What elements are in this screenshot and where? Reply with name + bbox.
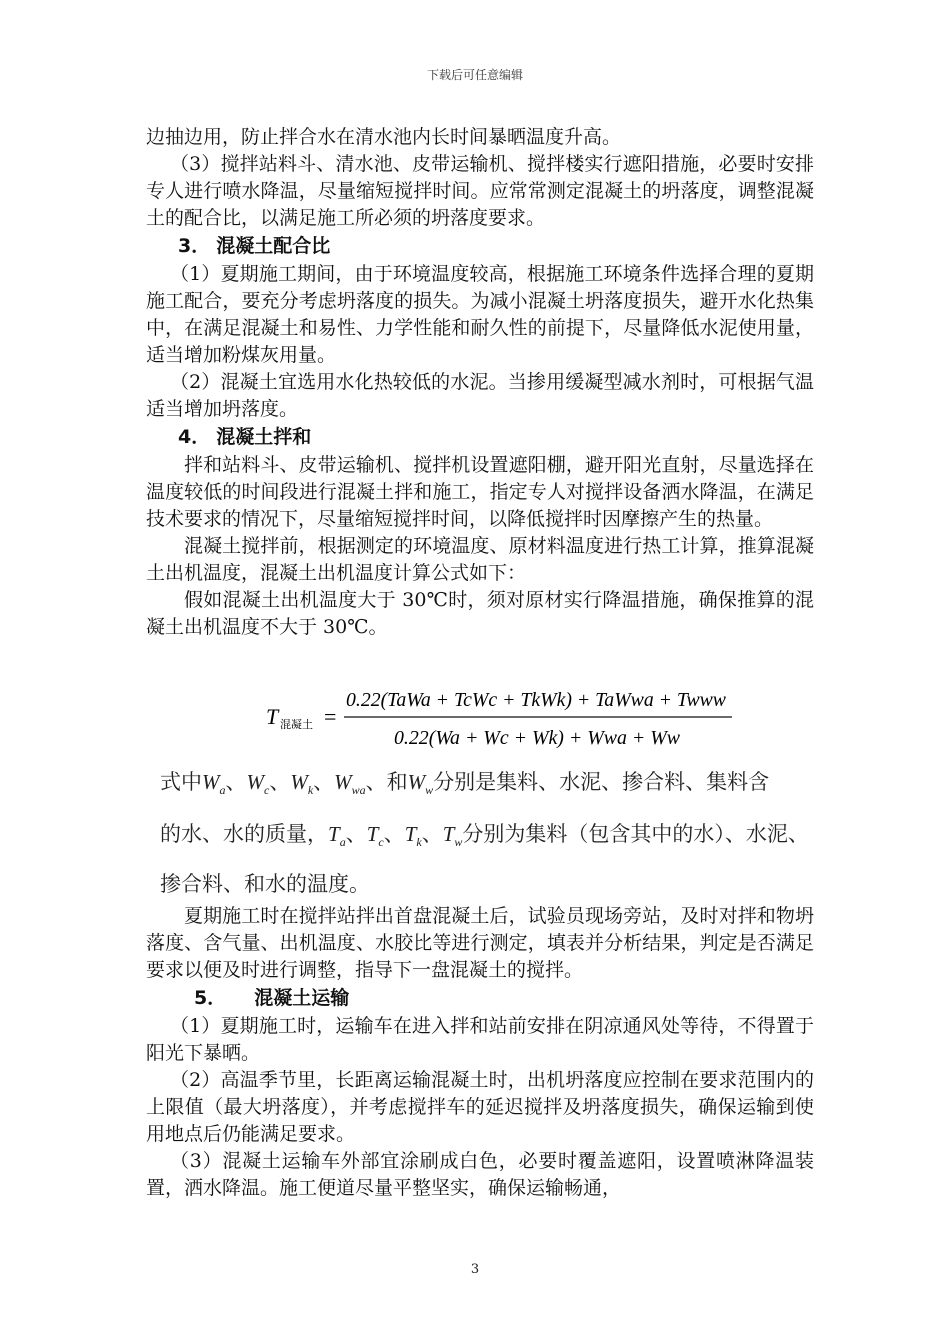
var-Tc: $T_c$ (366, 822, 384, 850)
body-text-upper (146, 124, 814, 641)
section-title: 混凝土运输 (254, 987, 350, 1009)
formula-explanation-line1: 式中$W_a$、$W_c$、$W_k$、$W_{wa}$、和$W_w$分别是集料、水泥、掺合料、集料含 (160, 770, 770, 798)
paragraph: （2）混凝土宜选用水化热较低的水泥。当掺用缓凝型减水剂时，可根据气温适当增加坍落度。 (146, 371, 814, 420)
paragraph: （3）搅拌站料斗、清水池、皮带运输机、搅拌楼实行遮阳措施，必要时安排专人进行喷水降温，尽量缩短搅拌时间。应常常测定混凝土的坍落度，调整混凝土的配合比，以满足施工所必须的坍落度要求。 (146, 153, 814, 229)
formula-lhs-sub: 混凝土 (280, 719, 313, 731)
paragraph: （3）混凝土运输车外部宜涂刷成白色，必要时覆盖遮阳，设置喷淋降温装置，洒水降温。施工便道尽量平整坚实，确保运输畅通， (146, 1150, 814, 1199)
section-number: 4． (178, 426, 211, 448)
formula-lhs: T (266, 704, 279, 729)
section-heading-4 (146, 423, 814, 452)
paragraph: 边抽边用，防止拌合水在清水池内长时间暴晒温度升高。 (146, 126, 622, 148)
paragraph: （1）夏期施工期间，由于环境温度较高，根据施工环境条件选择合理的夏期施工配合，要充分考虑坍落度的损失。为减小混凝土坍落度损失，避开水化热集中，在满足混凝土和易性、力学性能和耐久性的前提下，尽量降低水泥使用量，适当增加粉煤灰用量。 (146, 263, 814, 366)
var-Wa: $W_a$ (202, 770, 226, 798)
page-header: 下载后可任意编辑 (426, 68, 523, 82)
paragraph: 假如混凝土出机温度大于 30℃时，须对原材实行降温措施，确保推算的混凝土出机温度不大于 30℃。 (146, 589, 814, 638)
formula-equals: = (324, 704, 337, 729)
paragraph: 夏期施工时在搅拌站拌出首盘混凝土后，试验员现场旁站，及时对拌和物坍落度、含气量、出机温度、水胶比等进行测定，填表并分析结果，判定是否满足要求以便及时进行调整，指导下一盘混凝土的搅拌。 (146, 905, 814, 981)
temperature-formula (262, 678, 742, 758)
section-heading-3 (146, 232, 814, 261)
paragraph: （1）夏期施工时，运输车在进入拌和站前安排在阴凉通风处等待，不得置于阳光下暴晒。 (146, 1015, 814, 1064)
paragraph: 拌和站料斗、皮带运输机、搅拌机设置遮阳棚，避开阳光直射，尽量选择在温度较低的时间段进行混凝土拌和施工，指定专人对搅拌设备洒水降温，在满足技术要求的情况下，尽量缩短搅拌时间，以降低搅拌时因摩擦产生的热量。 (146, 454, 814, 530)
var-Ww: $W_w$ (407, 770, 434, 798)
formula-denominator: 0.22(Wa + Wc + Wk) + Wwa + Ww (394, 727, 681, 749)
formula-graphic (262, 678, 742, 758)
formula-explanation-line2: 的水、水的质量，$T_a$、$T_c$、$T_k$、$T_w$分别为集料（包含其中的水）、水泥、 (160, 822, 809, 850)
var-Ta: $T_a$ (328, 822, 346, 850)
page-number: 3 (470, 1262, 480, 1277)
var-Tk: $T_k$ (404, 822, 422, 850)
formula-numerator: 0.22(TaWa + TcWc + TkWk) + TaWwa + Twww (346, 689, 727, 711)
section-title: 混凝土配合比 (216, 235, 331, 257)
section-heading-5 (146, 984, 814, 1013)
var-Wwa: $W_{wa}$ (334, 770, 366, 798)
var-Tw: $T_w$ (442, 822, 463, 850)
var-Wk: $W_k$ (290, 770, 314, 798)
var-Wc: $W_c$ (246, 770, 270, 798)
body-text-lower (146, 903, 814, 1202)
formula-explanation-line3: 掺合料、和水的温度。 (160, 872, 370, 896)
paragraph: 混凝土搅拌前，根据测定的环境温度、原材料温度进行热工计算，推算混凝土出机温度，混凝土出机温度计算公式如下： (146, 535, 814, 584)
section-number: 5． (194, 987, 227, 1009)
paragraph: （2）高温季节里，长距离运输混凝土时，出机坍落度应控制在要求范围内的上限值（最大坍落度），并考虑搅拌车的延迟搅拌及坍落度损失，确保运输到使用地点后仍能满足要求。 (146, 1069, 814, 1145)
section-number: 3． (178, 235, 211, 257)
section-title: 混凝土拌和 (216, 426, 312, 448)
